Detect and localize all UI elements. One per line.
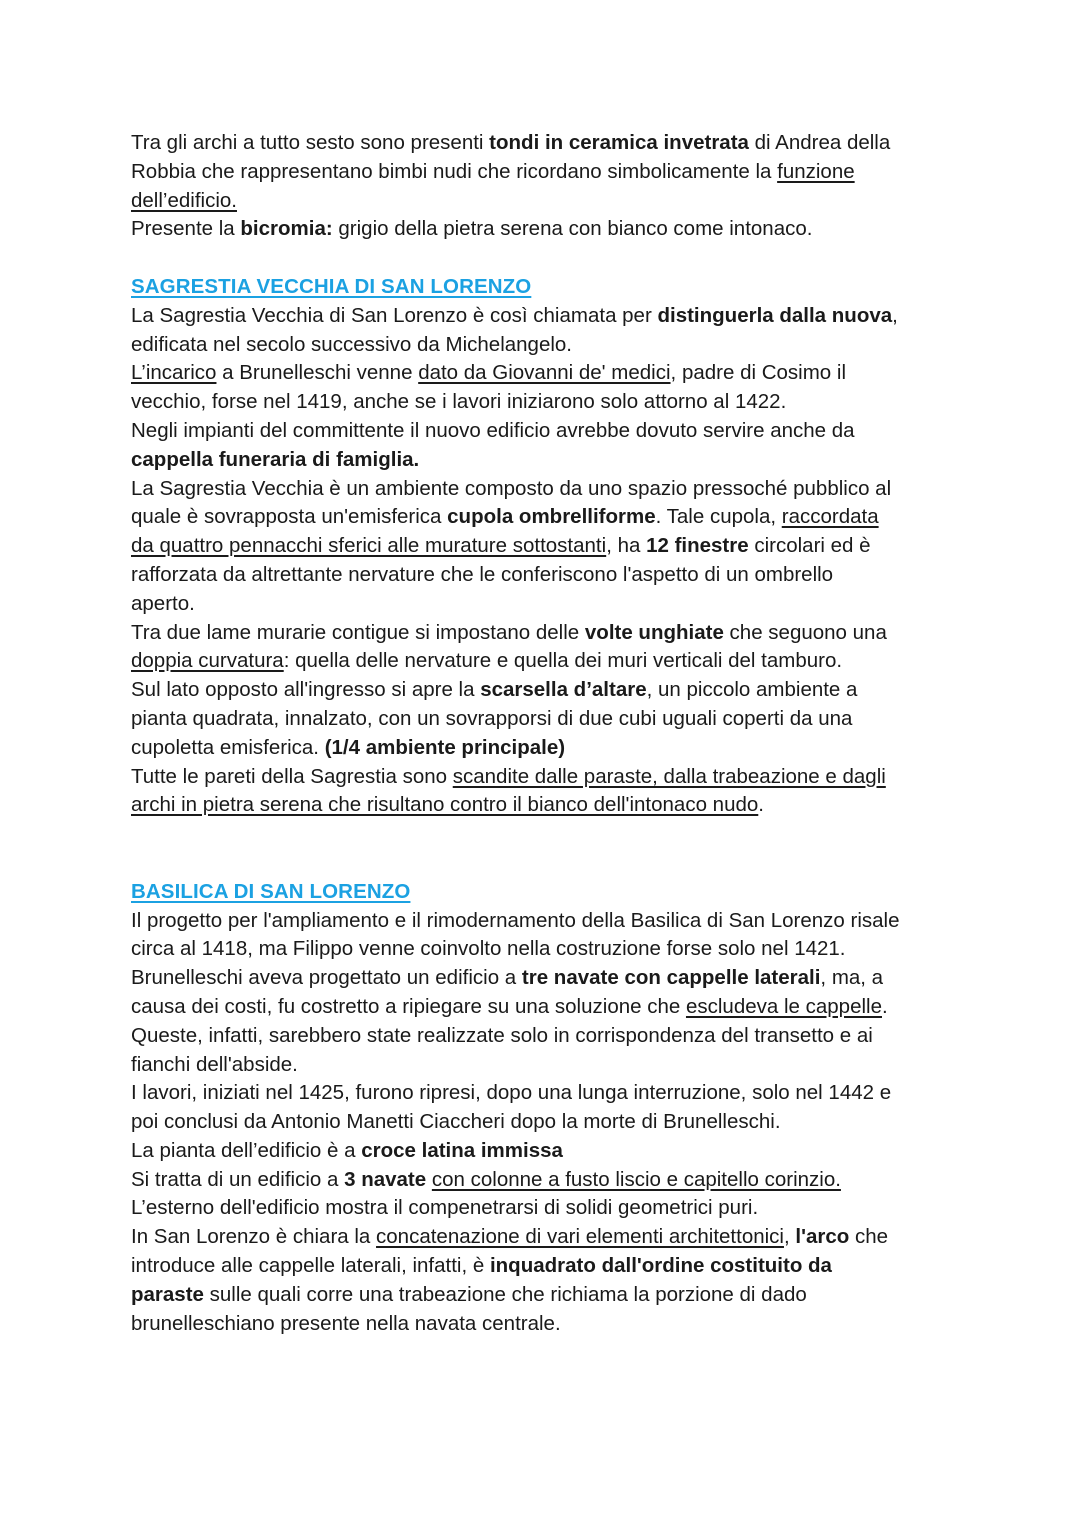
bold-run: bicromia:	[240, 217, 333, 241]
underlined-run: concatenazione di vari elementi architettonici	[376, 1225, 784, 1249]
text-line: La Sagrestia Vecchia è un ambiente composto da uno spazio pressoché pubblico al	[131, 476, 892, 500]
bold-run: scarsella d’altare	[480, 678, 647, 702]
text-run: , ha	[606, 534, 647, 558]
bold-run: croce latina immissa	[361, 1138, 563, 1162]
text-line: L’esterno dell'edificio mostra il compenetrarsi di solidi geometrici puri.	[131, 1196, 759, 1220]
bold-run: 12 finestre	[646, 534, 749, 558]
underlined-run: L’incarico	[131, 361, 217, 385]
bold-run: tre navate con cappelle laterali	[521, 966, 821, 990]
text-line	[131, 964, 961, 993]
text-line	[131, 1137, 961, 1166]
underlined-run: escludeva le cappelle	[685, 994, 882, 1018]
text-line: poi conclusi da Antonio Manetti Ciaccheri dopo la morte di Brunelleschi.	[131, 1110, 781, 1134]
spacer	[131, 244, 961, 273]
text-line	[131, 129, 961, 158]
text-run: Tra due lame murarie contigue si impostano delle	[131, 620, 585, 644]
text-run: Tra gli archi a tutto sesto sono presenti	[131, 131, 490, 154]
text-line: circa al 1418, ma Filippo venne coinvolto nella costruzione forse solo nel 1421.	[131, 937, 846, 961]
text-line: brunelleschiano presente nella navata centrale.	[131, 1311, 561, 1335]
text-line	[131, 791, 961, 820]
text-run: di Andrea della	[748, 131, 891, 154]
basilica-section	[131, 878, 961, 1339]
text-line	[131, 532, 961, 561]
text-line	[131, 215, 961, 244]
text-line	[131, 359, 961, 388]
section-heading-sagrestia: SAGRESTIA VECCHIA DI SAN LORENZO	[131, 274, 532, 298]
sagrestia-section	[131, 273, 961, 820]
text-line: Negli impianti del committente il nuovo edificio avrebbe dovuto servire anche da	[131, 418, 855, 442]
text-line	[131, 763, 961, 792]
text-line	[131, 993, 961, 1022]
bold-run: 3 navate	[344, 1167, 427, 1191]
underlined-run: da quattro pennacchi sferici alle murature sottostanti	[131, 534, 607, 558]
text-line	[131, 1281, 961, 1310]
text-run: , ma, a	[820, 966, 884, 990]
bold-run: tondi in ceramica invetrata	[489, 131, 749, 154]
text-run: . Tale cupola,	[655, 505, 782, 529]
text-run: .	[758, 793, 764, 817]
text-run: grigio della pietra serena con bianco come intonaco.	[332, 217, 813, 241]
text-run: , un piccolo ambiente a	[646, 678, 858, 702]
underlined-run: doppia curvatura	[131, 649, 284, 673]
document-page	[131, 129, 961, 1338]
intro-paragraph	[131, 129, 961, 244]
spacer	[131, 820, 961, 878]
underlined-run: dato da Giovanni de' medici	[418, 361, 671, 385]
bold-run: (1/4 ambiente principale)	[324, 735, 566, 759]
text-run: , padre di Cosimo il	[670, 361, 847, 385]
underlined-run: archi in pietra serena che risultano contro il bianco dell'intonaco nudo	[131, 793, 759, 817]
text-run: introduce alle cappelle laterali, infatti, è	[131, 1254, 490, 1278]
text-line: Queste, infatti, sarebbero state realizzate solo in corrispondenza del transetto e ai	[131, 1023, 873, 1047]
text-run: sulle quali corre una trabeazione che richiama la porzione di dado	[203, 1282, 807, 1306]
text-run: ,	[783, 1225, 796, 1249]
text-run: .	[882, 994, 888, 1018]
text-line: vecchio, forse nel 1419, anche se i lavori iniziarono solo attorno al 1422.	[131, 390, 787, 414]
text-line: I lavori, iniziati nel 1425, furono ripresi, dopo una lunga interruzione, solo nel 1442 e	[131, 1081, 892, 1105]
text-run: Robbia che rappresentano bimbi nudi che ricordano simbolicamente la	[131, 159, 778, 183]
text-line	[131, 1252, 961, 1281]
bold-run: l'arco	[795, 1225, 850, 1249]
text-run: Brunelleschi aveva progettato un edificio a	[131, 966, 522, 990]
text-run: causa dei costi, fu costretto a ripiegare su una soluzione che	[131, 994, 686, 1018]
text-run: La Sagrestia Vecchia di San Lorenzo è così chiamata per	[131, 303, 658, 327]
underlined-run: scandite dalle paraste, dalla trabeazione e dagli	[452, 764, 886, 788]
text-line: fianchi dell'abside.	[131, 1052, 298, 1076]
text-line	[131, 1166, 961, 1195]
text-line	[131, 187, 961, 216]
text-run: Sul lato opposto all'ingresso si apre la	[131, 678, 481, 702]
text-run: Tutte le pareti della Sagrestia sono	[131, 764, 453, 788]
underlined-run: funzione	[777, 159, 855, 183]
text-line	[131, 446, 961, 475]
bold-run: volte unghiate	[584, 620, 724, 644]
text-line	[131, 647, 961, 676]
underlined-run: raccordata	[781, 505, 879, 529]
text-run: Presente la	[131, 217, 241, 241]
text-run: a Brunelleschi venne	[216, 361, 419, 385]
text-line	[131, 676, 961, 705]
text-line: rafforzata da altrettante nervature che le conferiscono l'aspetto di un ombrello	[131, 562, 834, 586]
text-run: In San Lorenzo è chiara la	[131, 1225, 377, 1249]
text-run: circolari ed è	[748, 534, 871, 558]
text-line	[131, 302, 961, 331]
underlined-run: con colonne a fusto liscio e capitello corinzio.	[431, 1167, 841, 1191]
text-run: La pianta dell’edificio è a	[131, 1138, 362, 1162]
text-run: : quella delle nervature e quella dei muri verticali del tamburo.	[283, 649, 843, 673]
text-line	[131, 619, 961, 648]
text-line	[131, 158, 961, 187]
text-line: pianta quadrata, innalzato, con un sovrapporsi di due cubi uguali coperti da una	[131, 706, 853, 730]
underlined-run: dell’edificio.	[131, 188, 237, 212]
text-run: Si tratta di un edificio a	[131, 1167, 345, 1191]
text-line	[131, 734, 961, 763]
text-run: che seguono una	[723, 620, 887, 644]
text-line: edificata nel secolo successivo da Michelangelo.	[131, 332, 573, 356]
bold-run: distinguerla dalla nuova	[657, 303, 893, 327]
bold-run: paraste	[131, 1282, 204, 1306]
bold-run: cupola ombrelliforme	[447, 505, 656, 529]
section-heading-basilica: BASILICA DI SAN LORENZO	[131, 879, 411, 903]
text-run: che	[849, 1225, 889, 1249]
text-run: cupoletta emisferica.	[131, 735, 325, 759]
text-line	[131, 503, 961, 532]
bold-run: cappella funeraria di famiglia.	[131, 447, 420, 471]
text-line: Il progetto per l'ampliamento e il rimodernamento della Basilica di San Lorenzo risale	[131, 908, 900, 932]
text-run: quale è sovrapposta un'emisferica	[131, 505, 448, 529]
text-line	[131, 1223, 961, 1252]
text-run: ,	[892, 303, 898, 327]
text-line: aperto.	[131, 591, 195, 615]
bold-run: inquadrato dall'ordine costituito da	[489, 1254, 832, 1278]
